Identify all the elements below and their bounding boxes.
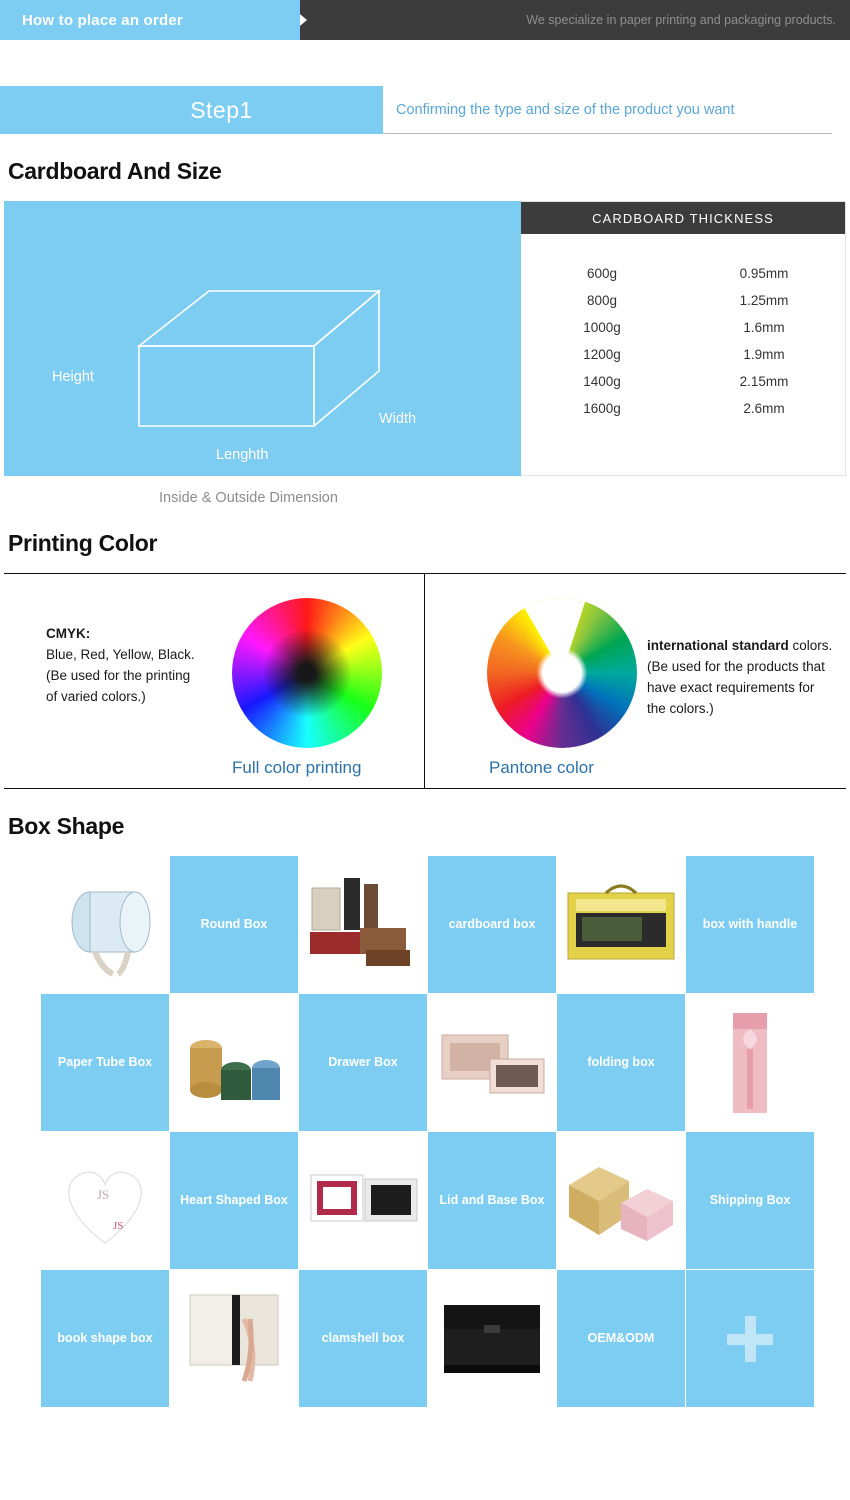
box-shape-label-cell[interactable]: [686, 1132, 814, 1269]
plus-icon: [727, 1316, 773, 1362]
cmyk-line2: (Be used for the printing: [46, 667, 191, 683]
step-description-block: [383, 86, 832, 134]
step-label-block: [0, 86, 383, 134]
paper-tube-box-photo[interactable]: [170, 994, 298, 1131]
cardboard-thickness-title: CARDBOARD THICKNESS: [521, 202, 845, 234]
cell-weight: 800g: [586, 293, 618, 308]
svg-text:JS: JS: [113, 1219, 124, 1232]
box-shape-grid: [41, 856, 810, 1407]
box-diagram-panel: [4, 201, 521, 476]
cardboard-size-block: [4, 201, 846, 476]
box-shape-label: Shipping Box: [709, 1193, 791, 1207]
box-shape-label-cell[interactable]: [686, 856, 814, 993]
box-shape-label: Paper Tube Box: [57, 1055, 153, 1069]
cell-thickness: 2.15mm: [739, 374, 789, 389]
table-row: [521, 314, 845, 341]
box-shape-label: book shape box: [57, 1331, 153, 1345]
cmyk-heading: CMYK:: [46, 626, 91, 641]
pantone-caption: Pantone color: [489, 758, 594, 777]
cell-weight: 1000g: [583, 320, 621, 335]
cell-thickness: 1.25mm: [739, 293, 789, 308]
table-row: [521, 341, 845, 368]
header-title-bar: [0, 0, 300, 40]
clamshell-box-photo[interactable]: [428, 1270, 556, 1407]
cell-thickness: 1.9mm: [743, 347, 785, 362]
header-tagline: We specialize in paper printing and packaging products.: [526, 13, 836, 27]
cell-thickness: 1.6mm: [743, 320, 785, 335]
box-shape-label-cell[interactable]: [170, 856, 298, 993]
box-shape-label: cardboard box: [448, 917, 536, 931]
cmyk-panel: [4, 574, 425, 788]
pantone-line1-bold: international standard: [647, 638, 789, 653]
cardboard-box-photo[interactable]: [299, 856, 427, 993]
pantone-line1-rest: colors.: [788, 638, 833, 653]
box-shape-label: Lid and Base Box: [439, 1193, 545, 1207]
cmyk-color-wheel-icon: [232, 598, 382, 748]
add-more-cell[interactable]: [686, 1270, 814, 1407]
box-shape-label: OEM&ODM: [587, 1331, 655, 1345]
pantone-line3: have exact requirements for: [647, 679, 815, 695]
cell-thickness: 0.95mm: [739, 266, 789, 281]
box-shape-label: Round Box: [200, 917, 268, 931]
box-shape-label: Drawer Box: [328, 1055, 398, 1069]
step-description: Confirming the type and size of the product you want: [396, 101, 735, 118]
step-label: Step1: [190, 96, 253, 123]
section-title-printing: Printing Color: [8, 530, 158, 556]
label-length: Lenghth: [216, 447, 269, 463]
box-shape-label: clamshell box: [321, 1331, 405, 1345]
header-tagline-bar: [283, 0, 850, 40]
box-shape-label-cell[interactable]: [41, 1270, 169, 1407]
cell-weight: 1600g: [583, 401, 621, 416]
svg-text:JS: JS: [97, 1186, 110, 1202]
table-row: [521, 395, 845, 422]
dimension-caption: Inside & Outside Dimension: [159, 490, 338, 506]
box-shape-label-cell[interactable]: [557, 994, 685, 1131]
cell-weight: 1400g: [583, 374, 621, 389]
page-header: [0, 0, 850, 40]
cardboard-thickness-table: [521, 260, 845, 422]
table-row: [521, 287, 845, 314]
pantone-panel: [425, 574, 846, 788]
cell-weight: 1200g: [583, 347, 621, 362]
label-height: Height: [52, 369, 94, 385]
header-title: How to place an order: [22, 11, 183, 29]
box-shape-label-cell[interactable]: [299, 994, 427, 1131]
box-shape-label-cell[interactable]: [428, 856, 556, 993]
cardboard-thickness-panel: [521, 201, 846, 476]
box-shape-label-cell[interactable]: [170, 1132, 298, 1269]
box-shape-label-cell[interactable]: [557, 1270, 685, 1407]
box-shape-label: box with handle: [702, 917, 798, 931]
label-width: Width: [379, 411, 417, 427]
cmyk-caption: Full color printing: [232, 758, 362, 777]
printing-color-block: [4, 573, 846, 789]
box-3d-diagram-icon: [4, 201, 521, 476]
box-shape-label: Heart Shaped Box: [180, 1193, 288, 1207]
shipping-box-photo[interactable]: [557, 1132, 685, 1269]
heart-shaped-box-photo[interactable]: [41, 1132, 169, 1269]
table-row: [521, 368, 845, 395]
cell-weight: 600g: [586, 266, 618, 281]
pantone-line2: (Be used for the products that: [647, 658, 825, 674]
cmyk-line1: Blue, Red, Yellow, Black.: [46, 646, 195, 662]
round-box-photo[interactable]: [41, 856, 169, 993]
header-arrow-shape: [270, 0, 292, 40]
drawer-box-photo[interactable]: [428, 994, 556, 1131]
section-title-cardboard: Cardboard And Size: [8, 158, 222, 184]
pantone-line4: the colors.): [647, 700, 714, 716]
box-shape-label: folding box: [587, 1055, 655, 1069]
book-shape-box-photo[interactable]: [170, 1270, 298, 1407]
box-shape-label-cell[interactable]: [428, 1132, 556, 1269]
cmyk-line3: of varied colors.): [46, 688, 146, 704]
box-shape-label-cell[interactable]: [41, 994, 169, 1131]
section-title-boxshape: Box Shape: [8, 813, 125, 839]
table-row: [521, 260, 845, 287]
lid-and-base-box-photo[interactable]: [299, 1132, 427, 1269]
box-with-handle-photo[interactable]: [557, 856, 685, 993]
box-shape-label-cell[interactable]: [299, 1270, 427, 1407]
step-bar: [0, 86, 850, 134]
pantone-wheel-notch: [487, 598, 637, 748]
folding-box-photo[interactable]: [686, 994, 814, 1131]
cell-thickness: 2.6mm: [743, 401, 785, 416]
